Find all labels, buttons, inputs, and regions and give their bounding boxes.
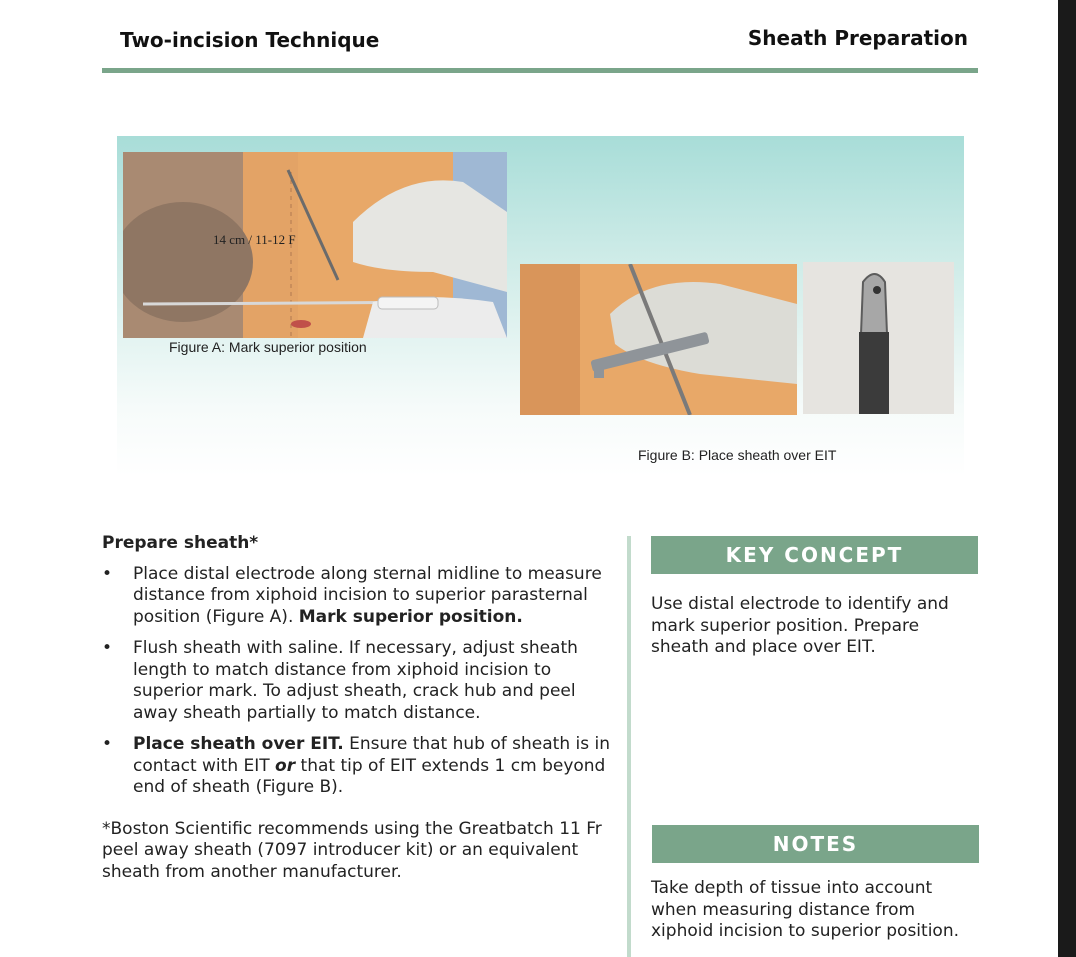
column-divider bbox=[627, 536, 631, 957]
main-column bbox=[102, 533, 612, 883]
figure-a-photo bbox=[123, 152, 507, 338]
key-concept-text: Use distal electrode to identify and mark superior position. Prepare sheath and place over EIT. bbox=[651, 594, 949, 657]
figure-b-photo-tip bbox=[803, 262, 954, 414]
bullet-icon: • bbox=[102, 563, 113, 584]
figure-b-photo-sheath bbox=[520, 264, 797, 415]
notes-banner: NOTES bbox=[652, 825, 979, 863]
key-concept-banner: KEY CONCEPT bbox=[651, 536, 978, 574]
bullet-list bbox=[102, 564, 612, 799]
header-left-title: Two-incision Technique bbox=[120, 28, 380, 52]
figure-a-overlay-label: 14 cm / 11-12 F bbox=[213, 232, 296, 247]
bullet-italic-emphasis: or bbox=[275, 755, 296, 776]
bullet-emphasis: Place sheath over EIT. bbox=[133, 734, 344, 754]
list-item bbox=[102, 734, 612, 799]
header-rule bbox=[102, 68, 978, 73]
bullet-text: that tip of EIT extends 1 cm beyond end of sheath (Figure B). bbox=[133, 755, 606, 797]
bullet-text: Place distal electrode along sternal midline to measure distance from xiphoid incision to superior parasternal position (Figure A). bbox=[133, 563, 602, 627]
figure-a-caption: Figure A: Mark superior position bbox=[169, 339, 367, 355]
bullet-icon: • bbox=[102, 734, 113, 754]
header-right-title: Sheath Preparation bbox=[747, 26, 968, 50]
notes-text: Take depth of tissue into account when measuring distance from xiphoid incision to superior position. bbox=[651, 878, 959, 941]
footnote: *Boston Scientific recommends using the Greatbatch 11 Fr peel away sheath (7097 introducer kit) or an equivalent sheath from another manufacturer. bbox=[102, 818, 602, 882]
list-item bbox=[102, 638, 612, 724]
figure-b-caption: Figure B: Place sheath over EIT bbox=[638, 447, 837, 463]
section-title: Prepare sheath* bbox=[102, 533, 259, 553]
bullet-icon: • bbox=[102, 638, 113, 658]
bullet-text: Flush sheath with saline. If necessary, adjust sheath length to match distance from xiphoid incision to superior mark. To adjust sheath, crack hub and peel away sheath partially to match distance. bbox=[133, 638, 578, 723]
bullet-text: Ensure that hub of sheath is in contact with EIT bbox=[133, 734, 610, 776]
list-item bbox=[102, 564, 612, 629]
bullet-emphasis: Mark superior position. bbox=[298, 606, 523, 627]
